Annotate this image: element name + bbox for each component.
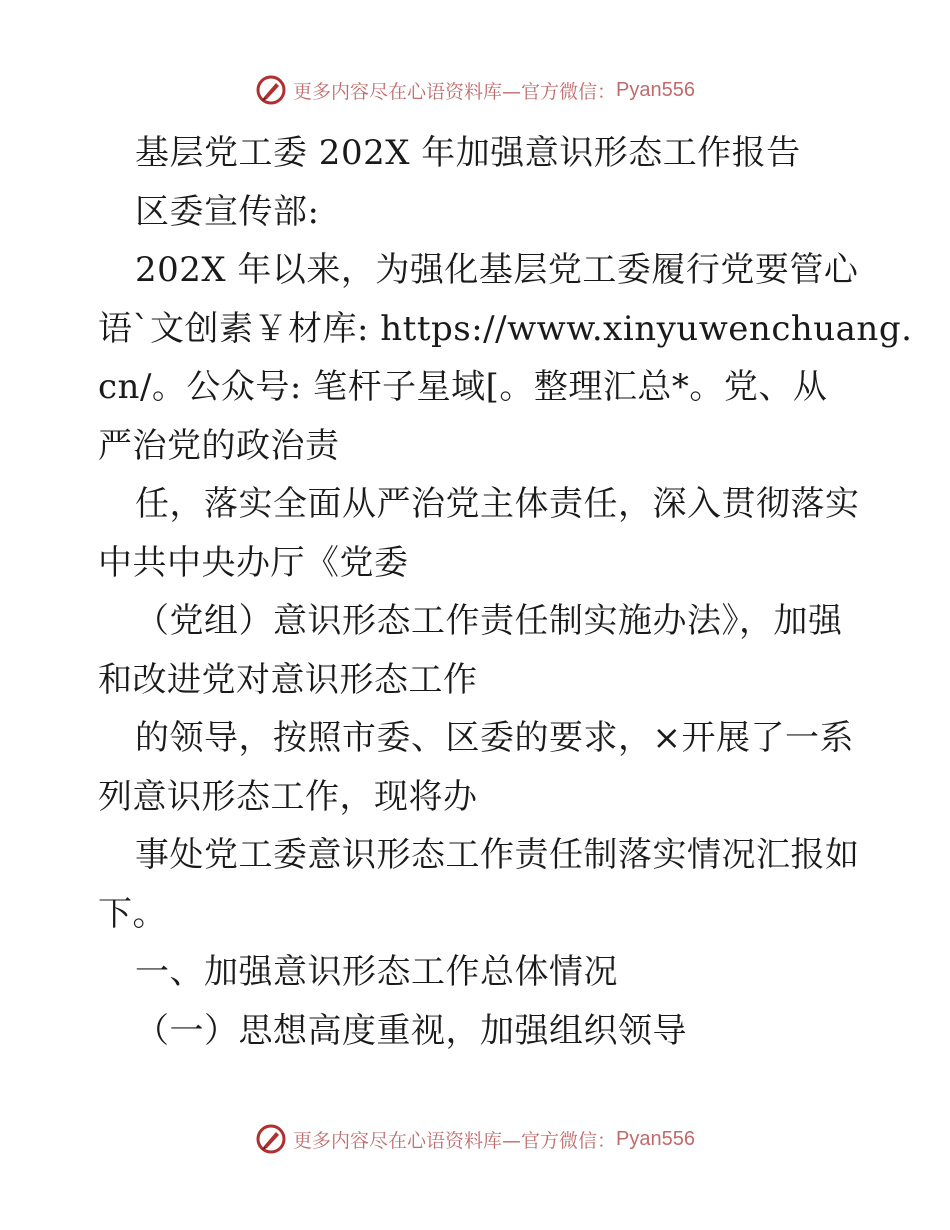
paragraph-line: 中共中央办厅《党委 — [98, 542, 409, 583]
header-banner — [0, 70, 950, 110]
paragraph-line: （党组）意识形态工作责任制实施办法》，加强 — [135, 601, 843, 641]
paragraph-line: 任，落实全面从严治党主体责任，深入贯彻落实 — [135, 484, 860, 524]
paragraph-line: 和改进党对意识形态工作 — [98, 659, 478, 700]
recipient-line: 区委宣传部: — [135, 191, 320, 232]
paragraph-line: 语`文创素￥材库: https://www.xinyuwenchuang. — [98, 308, 913, 349]
section-heading: 一、加强意识形态工作总体情况 — [135, 952, 618, 992]
header-banner-handle: Pyan556 — [616, 78, 695, 101]
document-title: 基层党工委 202X 年加强意识形态工作报告 — [135, 133, 801, 173]
paragraph-line: 下。 — [98, 893, 167, 934]
footer-banner-text: 更多内容尽在心语资料库—官方微信： — [293, 1129, 617, 1152]
paragraph-line: 202X 年以来，为强化基层党工委履行党要管心 — [135, 250, 859, 290]
paragraph-line: cn/。公众号: 笔杆子星域[。整理汇总*。党、从 — [98, 367, 828, 407]
footer-banner — [0, 1119, 950, 1159]
header-banner-text: 更多内容尽在心语资料库—官方微信： — [293, 80, 617, 103]
paragraph-line: 事处党工委意识形态工作责任制落实情况汇报如 — [135, 835, 860, 875]
document-body — [98, 124, 913, 1060]
paragraph-line: 的领导，按照市委、区委的要求，×开展了一系 — [135, 718, 854, 758]
footer-banner-handle: Pyan556 — [616, 1127, 695, 1150]
paragraph-line: 列意识形态工作，现将办 — [98, 776, 478, 817]
subsection-heading: （一）思想高度重视，加强组织领导 — [135, 1010, 687, 1051]
pen-logo-icon — [255, 1123, 287, 1155]
paragraph-line: 严治党的政治责 — [98, 425, 340, 466]
pen-logo-icon — [255, 74, 287, 106]
